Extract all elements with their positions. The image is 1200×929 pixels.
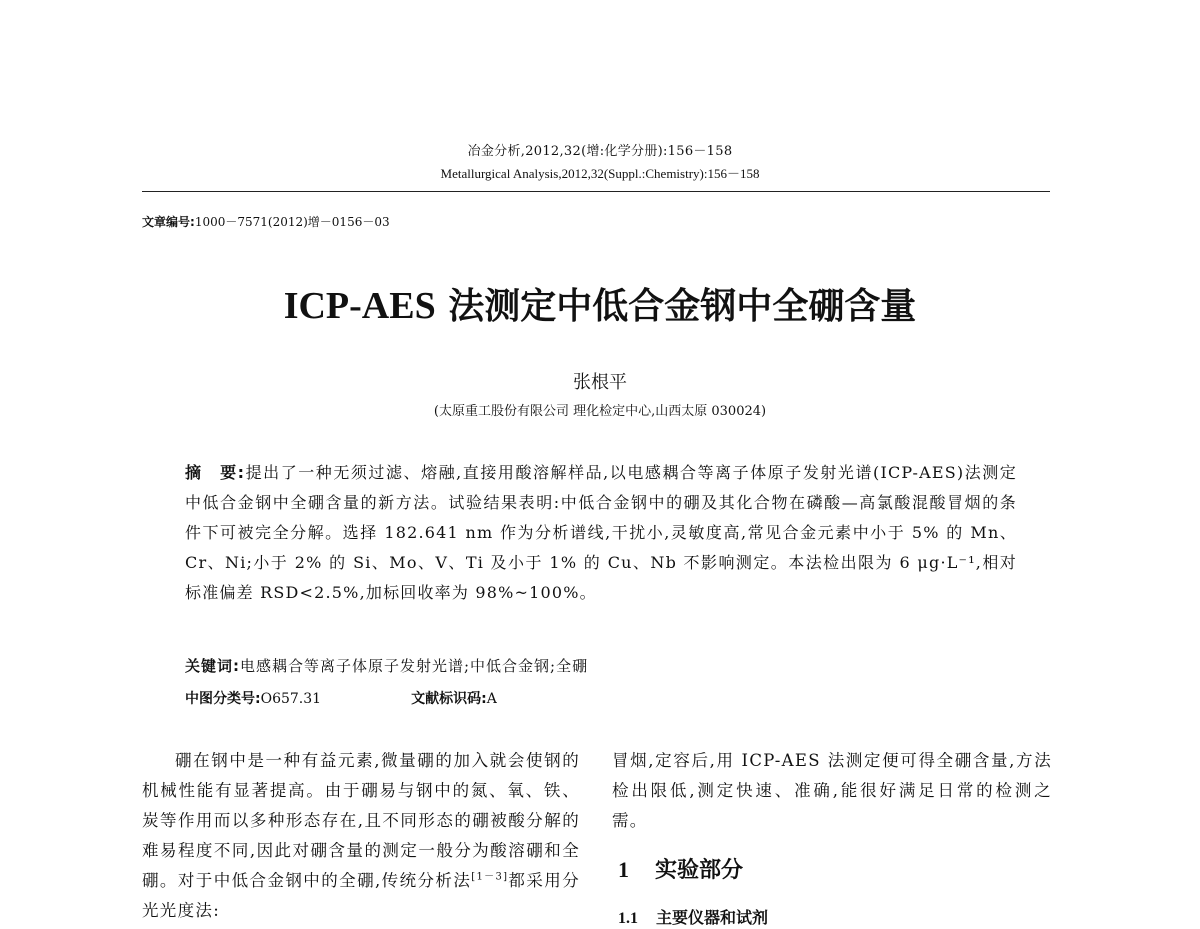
intro-paragraph xyxy=(142,746,580,926)
subsection-title: 主要仪器和试剂 xyxy=(656,908,769,927)
body-left-column xyxy=(142,746,580,926)
journal-citation-en: Metallurgical Analysis,2012,32(Suppl.:Chemistry):156－158 xyxy=(440,166,760,181)
paper-title-latin: ICP-AES xyxy=(283,285,436,327)
doc-code-label: 文献标识码: xyxy=(411,691,487,707)
classification-line xyxy=(185,688,497,708)
clc-label: 中图分类号: xyxy=(185,691,261,707)
subsection-heading-1-1 xyxy=(618,905,768,928)
clc-value: O657.31 xyxy=(260,691,322,707)
article-number-value: 1000－7571(2012)增－0156－03 xyxy=(194,215,390,229)
paper-title xyxy=(0,278,1200,329)
article-number xyxy=(142,213,390,230)
intro-text: 硼在钢中是一种有益元素,微量硼的加入就会使钢的机械性能有显著提高。由于硼易与钢中的氮、氧、铁、炭等作用而以多种形态存在,且不同形态的硼被酸分解的难易程度不同,因此对硼含量的测定一般分为酸溶硼和全硼。对于中低合金钢中的全硼,传统分析法 xyxy=(142,751,580,890)
author-name: 张根平 xyxy=(573,372,627,393)
intro-text-cont: 都采用分光光度法: xyxy=(142,871,581,920)
keywords xyxy=(185,655,588,676)
abstract xyxy=(185,458,1017,608)
header-rule xyxy=(142,191,1050,192)
right-paragraph: 冒烟,定容后,用 ICP-AES 法测定便可得全硼含量,方法检出限低,测定快速、准确,能很好满足日常的检测之需。 xyxy=(612,751,1052,830)
subsection-number: 1.1 xyxy=(618,910,638,927)
section-number: 1 xyxy=(618,857,629,882)
citation-ref[interactable]: [1－3] xyxy=(471,871,509,883)
author-affiliation: (太原重工股份有限公司 理化检定中心,山西太原 030024) xyxy=(433,404,767,419)
doc-code-value: A xyxy=(486,691,497,707)
paper-title-cn: 法测定中低合金钢中全硼含量 xyxy=(435,285,917,327)
keywords-label: 关键词: xyxy=(185,657,240,675)
section-heading-1 xyxy=(618,853,743,884)
abstract-label: 摘 要: xyxy=(185,463,246,482)
body-right-column xyxy=(612,746,1052,836)
article-number-label: 文章编号: xyxy=(142,215,195,229)
keywords-text: 电感耦合等离子体原子发射光谱;中低合金钢;全硼 xyxy=(240,657,589,675)
abstract-text: 提出了一种无须过滤、熔融,直接用酸溶解样品,以电感耦合等离子体原子发射光谱(ICP-AES)法测定中低合金钢中全硼含量的新方法。试验结果表明:中低合金钢中的硼及其化合物在磷酸—高氯酸混酸冒烟的条件下可被完全分解。选择 182.641 nm 作为分析谱线,干扰小,灵敏度高,常见合金元素中小于 5% 的 Mn、Cr、Ni;小于 2% 的 Si、Mo、V、Ti 及小于 1% 的 Cu、Nb 不影响测定。本法检出限为 6 μg·L⁻¹,相对标准偏差 RSD<2.5%,加标回收率为 98%~100%。 xyxy=(185,463,1018,602)
section-title: 实验部分 xyxy=(655,858,744,883)
journal-citation-cn: 冶金分析,2012,32(增:化学分册):156－158 xyxy=(467,144,733,159)
